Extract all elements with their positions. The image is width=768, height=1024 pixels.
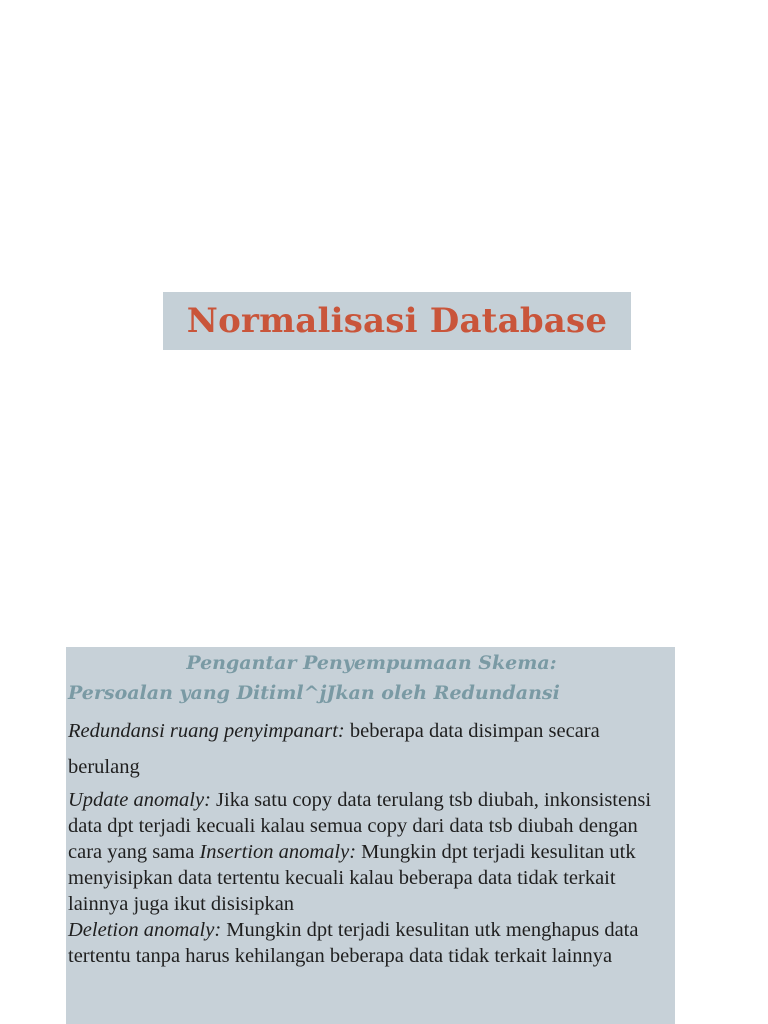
paragraph-storage-redundancy [68, 713, 675, 785]
content-panel [66, 647, 675, 1024]
term-deletion-anomaly: Deletion anomaly: [68, 919, 222, 941]
text-insertion-anomaly: Mungkin dpt terjadi kesulitan utk menyisipkan data tertentu kecuali kalau beberapa data tidak terkait lainnya juga ikut disisipkan [68, 841, 636, 915]
paragraph-deletion-anomaly [68, 917, 675, 969]
panel-heading-line-1: Pengantar Penyempumaan Skema: [186, 652, 557, 674]
paragraph-update-insertion-anomaly [68, 787, 675, 917]
text-deletion-anomaly: Mungkin dpt terjadi kesulitan utk menghapus data tertentu tanpa harus kehilangan beberapa data tidak terkait lainnya [68, 919, 639, 967]
slide-title: Normalisasi Database [186, 301, 608, 341]
text-storage-redundancy: beberapa data disimpan secara berulang [68, 720, 600, 778]
title-box [163, 292, 631, 350]
term-insertion-anomaly: Insertion anomaly: [199, 841, 357, 863]
term-storage-redundancy: Redundansi ruang penyimpanart: [68, 720, 345, 742]
panel-heading-line-2: Persoalan yang Ditiml^jJkan oleh Redundansi [68, 682, 560, 704]
term-update-anomaly: Update anomaly: [68, 789, 211, 811]
text-update-anomaly: Jika satu copy data terulang tsb diubah, inkonsistensi data dpt terjadi kecuali kalau semua copy dari data tsb diubah dengan cara yang sama [68, 789, 652, 863]
